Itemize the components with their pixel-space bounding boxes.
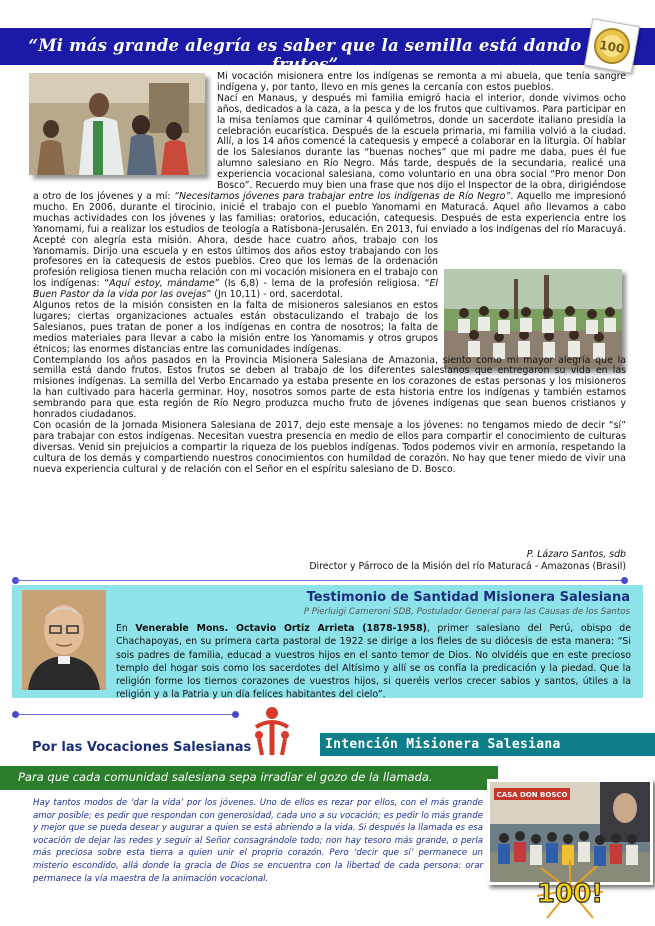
badge-text: 100 [598,37,626,57]
article-paragraph: Nací en Manaus, y después mi familia emigró hacia el interior, donde vivimos ocho años, dedicados a la caza, a la pesca y de los frutos que cultivamos. Para participar en la misa teníamos que caminar 4 quilómetros, donde un sacerdote italiano presidía la celebración eucarística. Después de la escuela primaria, mi familia volvió a la ciudad. Allí, a los 14 años comencé la catequesis y empecé a colaborar en la liturgia. Oí hablar de los Salesianos durante las “buenas noches” que mi padre me daba, pues él fue alumno salesiano en Río Negro. Más tarde, después de la secundaria, realicé una experiencia vocacional salesiana, como voluntario en una obra social “Pro menor Don Bosco”. Recuerdo muy bien una frase que nos dijo el Inspector de la obra, dirigiéndose a otro de los jóvenes y a mí: “Necesitamos jóvenes para trabajar entre los indígenas de Río Negro”. Aquello me impresionó mucho. En 2006, durante el tirocinio, inicié el trabajo con el pueblo Yanomami en Maturacá. Aquel año llevamos a cabo muchas actividades con los jóvenes y las familias: oratorios, educación, catequesis. Después de esta experiencia entre los Yanomami, fui a realizar los estudios de teología a Ratisbona-Jerusalén. En 2013, fui enviado a los indígenas del río Maracuyá. [33,92,627,235]
signature-role: Director y Párroco de la Misión del río Maturacá - Amazonas (Brasil) [309,561,626,572]
article-paragraph: Mi vocación misionera entre los indígenas se remonta a mi abuela, que tenía sangre indígena y, por tanto, llevo en mis genes la cercanía con estos pueblos. [217,71,626,93]
centenary-emblem-icon [589,23,635,69]
separator-line [15,580,623,581]
vocation-reflection: Hay tantos modos de ‘dar la vida’ por los jóvenes. Uno de ellos es rezar por ellos, con el más grande amor posible; es pedir que respondan con generosidad, cada uno a su vocación; es pedir lo más grande y mejor que se pueda desear y augurar a quien se está abriendo a la vida. Si después la llamada es esa vocación de dejar las redes y seguir al Señor consagrándole todo; non hay tesoro más grande, o perla más preciosa sobre esta tierra a quien unir el proprio corazón. Pero ‘decir que sí’ permanece un misterio escondido, allá donde la gracia de Dios se encuentra con la libertad de cada persona: orar permanece la vía maestra de la animación vocacional. [33,798,483,884]
article-paragraph: Algunos retos de la misión consisten en la falta de misioneros salesianos en estos lugares; ciertas organizaciones actuales están obstaculizando el trabajo de los Salesianos, pues tratan de poner a los indígenas en contra de nosotros; la falta de medios materiales para llevar a cabo la misión entre los Yanomamis y otros grupos étnicos; las enormes distancias entre las comunidades indígenas. [33,300,438,355]
article-paragraph: Contemplando los años pasados en la Provincia Misionera Salesiana de Amazonia, siento como mi mayor alegría que la semilla está dando frutos. Estos frutos se deben al trabajo de los diferentes salesianos que entregaron su vida en las misiones indígenas. La semilla del Verbo Encarnado ya estaba presente en los corazones de estas personas y los misioneros la han cultivado para hacerla germinar. Hoy, nosotros somos parte de esta historia entre los indígenas y también estamos sembrando para que esta región de Río Negro produzca mucho fruto de jóvenes indígenas que sean buenos cristianos y honrados ciudadanos. [33,354,626,421]
article-paragraph: Acepté con alegría esta misión. Ahora, desde hace cuatro años, trabajo con los Yanomamis. Dirijo una escuela y en estos últimos dos años estoy trabajando con los profesores en la catequesis de estos pueblos. Creo que los lemas de la ordenación profesión religiosa tienen mucha relación con mi vocación misionera en el trabajo con los indígenas: “Aquí estoy, mándame” (Is 6,8) - lema de la profesión religiosa. “El Buen Pastor da la vida por las ovejas” (Jn 10,11) - ord. sacerdotal. [33,234,439,301]
intention-label: Intención Misionera Salesiana [325,737,561,752]
page-title: “Mi más grande alegría es saber que la semilla está dando frutos” [28,36,582,74]
centenary-badge [584,18,640,74]
article-quote: “Necesitamos jóvenes para trabajar entre los indígenas de Río Negro” [174,190,511,202]
centenary-100-graphic [535,858,605,926]
signature-name: P. Lázaro Santos, sdb [526,549,626,560]
vocations-title: Por las Vocaciones Salesianas [32,740,252,755]
venerable-name: Venerable Mons. Octavio Ortiz Arrieta (1878-1958) [135,623,427,634]
header-banner [0,28,655,74]
testimony-body: En Venerable Mons. Octavio Ortiz Arrieta (1878-1958), primer salesiano del Perú, obispo de Chachapoyas, en su primera carta pastoral de 1922 se dirige a los fieles de su diócesis de esta manera: “Si sois padres de familia, educad a vuestros hijos en el santo temor de Dios. No olvidéis que en este precioso templo del hogar sois como los sacerdotes del Altísimo y allí se os confía la predicación y la piedad. Que la religión forme los tiernos corazones de vuestros hijos, si queréis verlos crecer sabios y santos, útiles a la religión y a la Patria y un día felices habitantes del cielo”. [116,623,631,701]
separator-dot [232,711,239,718]
separator-dot [12,711,19,718]
intention-line: Para que cada comunidad salesiana sepa irradiar el gozo de la llamada. [18,770,433,784]
testimony-title: Testimonio de Santidad Misionera Salesiana [306,590,630,605]
signature [260,549,626,573]
photo-sign-text: CASA DON BOSCO [496,791,568,799]
separator-line [15,714,237,715]
hundred-text: 100! [536,879,604,909]
testimony-subtitle: P Pierluigi Cameroni SDB, Postulador General para las Causas de los Santos [303,607,630,617]
article-paragraph: Con ocasión de la Jornada Misionera Salesiana de 2017, dejo este mensaje a los jóvenes: no tengamos miedo de decir “sí” para trabajar con estos indígenas. Necesitan vuestra presencia en medio de ellos para compartir el conocimiento de culturas diversas. Venid sin prejuicios a compartir la riqueza de los pueblos indígenas. Todos podemos vivir en armonía, respetando la cultura de los demás y compartiendo nuestros conocimientos con humildad de corazón. No hay que tener miedo de vivir una nueva experiencia cultural y de relación con el Señor en el espíritu salesiano de D. Bosco. [33,420,626,475]
main-article [33,72,626,476]
bishop-portrait [22,590,106,690]
salesian-logo-icon [250,705,294,763]
separator-dot [621,577,628,584]
